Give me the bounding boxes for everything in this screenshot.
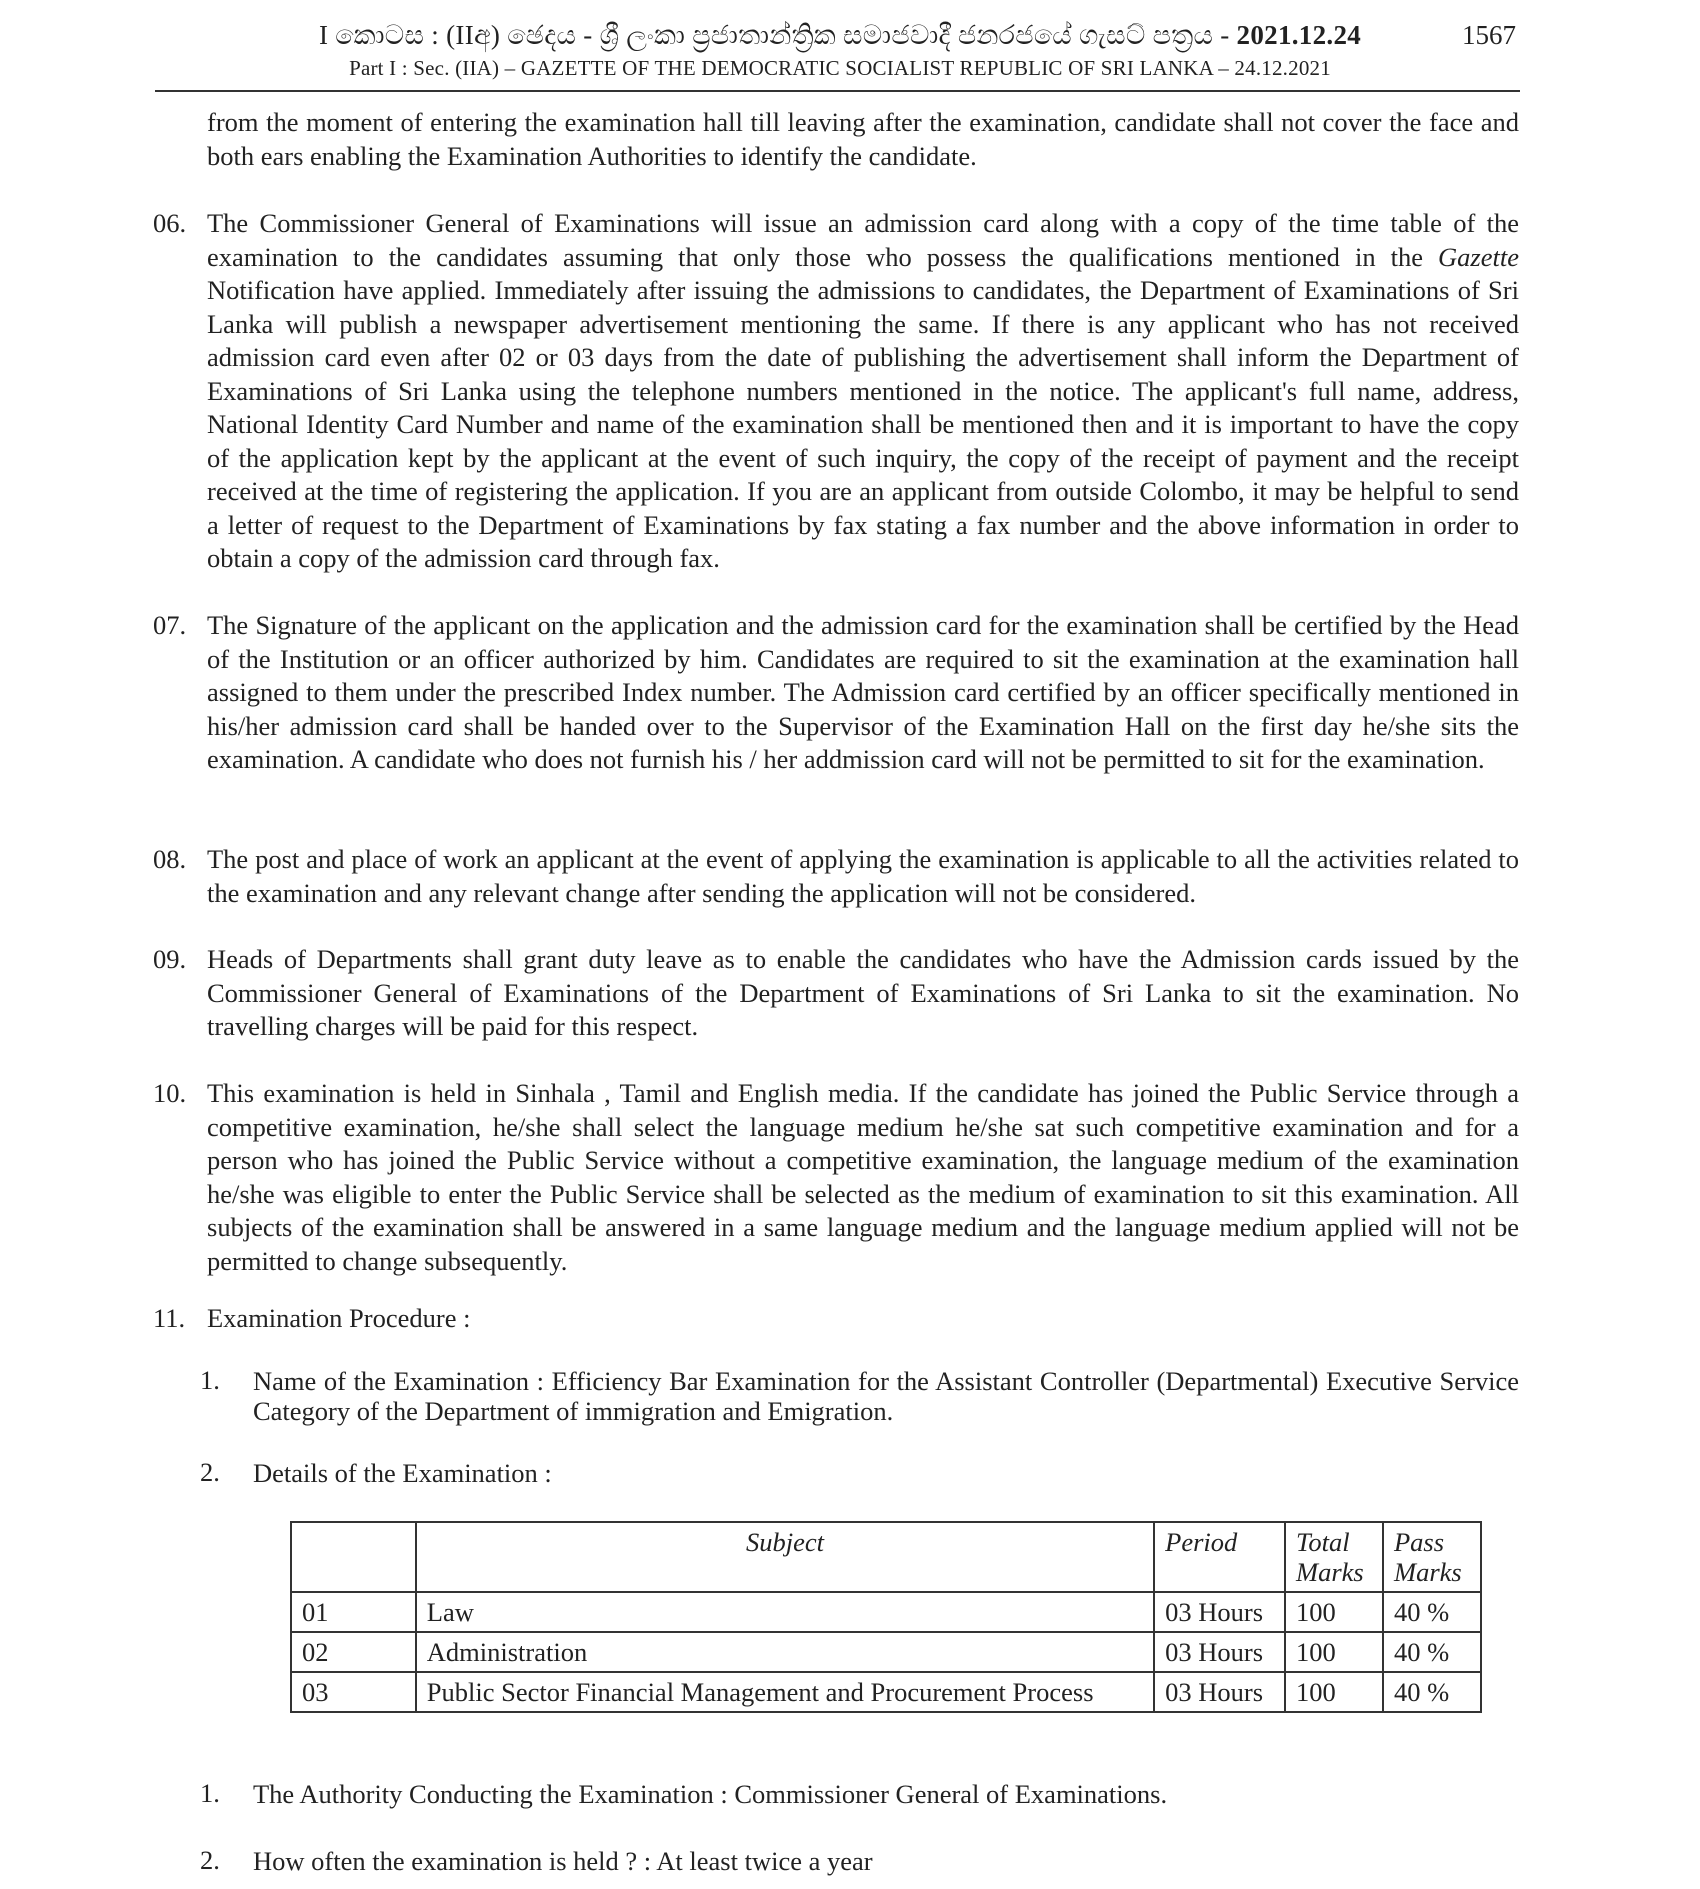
after-table-sub2-number: 2. [200,1845,220,1875]
header-number-cell [291,1522,416,1592]
item-11-sub2-number: 2. [200,1457,220,1487]
item-06-text [207,207,1519,576]
item-08-text: The post and place of work an applicant at the event of applying the examination is applicable to all the activities related to the examination and any relevant change after sending the application will not be considered. [207,844,1519,908]
header-period: Period [1154,1522,1285,1592]
item-09-number: 09. [153,944,187,974]
item-11-sub2-text: Details of the Examination : [253,1458,552,1488]
row-subject: Administration [416,1632,1154,1672]
row-period: 03 Hours [1154,1592,1285,1632]
row-total-marks: 100 [1285,1672,1383,1712]
item-11-sub1-number: 1. [200,1365,220,1395]
row-subject: Law [416,1592,1154,1632]
header-total-line1: Total [1296,1527,1350,1557]
row-number: 01 [291,1592,416,1632]
item-11-text: Examination Procedure : [207,1303,471,1333]
row-period: 03 Hours [1154,1632,1285,1672]
header-subject: Subject [416,1522,1154,1592]
header-sinhala-text: I කොටස : (IIඅ) ඡෙදය - ශ්‍රී ලංකා ප්‍රජාතාන්ත්‍රික සමාජවාදී ජනරජයේ ගැසට් පත්‍රය - [318,20,1237,50]
table-row [291,1592,1481,1632]
item-08-number: 08. [153,844,187,874]
item-09-text: Heads of Departments shall grant duty leave as to enable the candidates who have the Admission cards issued by the Commissioner General of Examinations of the Department of Examinations of Sri Lanka to sit the examination. No travelling charges will be paid for this respect. [207,944,1519,1041]
table-row [291,1632,1481,1672]
row-period: 03 Hours [1154,1672,1285,1712]
table-row [291,1672,1481,1712]
item-07-text: The Signature of the applicant on the application and the admission card for the examination shall be certified by the Head of the Institution or an officer authorized by him. Candidates are required to sit the examination at the examination hall assigned to them under the prescribed Index number. The Admission card certified by an officer specifically mentioned in his/her admission card shall be handed over to the Supervisor of the Examination Hall on the first day he/she sits the examination. A candidate who does not furnish his / her addmission card will not be permitted to sit for the examination. [207,610,1519,774]
row-number: 02 [291,1632,416,1672]
item-06-text-b: Notification have applied. Immediately after issuing the admissions to candidates, the Department of Examinations of Sri Lanka will publish a newspaper advertisement mentioning the same. If there is any applicant who has not received admission card even after 02 or 03 days from the date of publishing the advertisement shall inform the Department of Examinations of Sri Lanka using the telephone numbers mentioned in the notice. The applicant's full name, address, National Identity Card Number and name of the examination shall be mentioned then and it is important to have the copy of the application kept by the applicant at the event of such inquiry, the copy of the receipt of payment and the receipt received at the time of registering the application. If you are an applicant from outside Colombo, it may be helpful to send a letter of request to the Department of Examinations by fax stating a fax number and the above information in order to obtain a copy of the admission card through fax. [207,275,1519,573]
item-06-text-a: The Commissioner General of Examinations will issue an admission card along with a copy of the time table of the examination to the candidates assuming that only those who possess the qualifications mentioned in the [207,208,1519,272]
header-sinhala-date: 2021.12.24 [1236,20,1362,50]
item-06-text-italic: Gazette [1438,241,1519,272]
item-10-number: 10. [153,1078,187,1108]
item-11-number: 11. [153,1303,186,1333]
table-header-row [291,1522,1481,1592]
header-pass-marks [1383,1522,1481,1592]
header-sinhala [300,20,1380,52]
header-total-marks [1285,1522,1383,1592]
item-11-sub1-text: Name of the Examination : Efficiency Bar Examination for the Assistant Controller (Departmental) Executive Service Category of the Department of immigration and Emigration. [253,1366,1519,1426]
row-pass-marks: 40 % [1383,1672,1481,1712]
intro-paragraph: from the moment of entering the examination hall till leaving after the examination, candidate shall not cover the face and both ears enabling the Examination Authorities to identify the candidate. [207,107,1519,171]
after-table-sub1-text: The Authority Conducting the Examination : Commissioner General of Examinations. [253,1779,1168,1809]
header-pass-line2: Marks [1394,1557,1462,1587]
row-total-marks: 100 [1285,1592,1383,1632]
header-total-line2: Marks [1296,1557,1364,1587]
row-number: 03 [291,1672,416,1712]
page-number: 1567 [1462,20,1516,50]
item-10-text: This examination is held in Sinhala , Tamil and English media. If the candidate has joined the Public Service through a competitive examination, he/she shall select the language medium he/she sat such competitive examination and for a person who has joined the Public Service without a competitive examination, the language medium of the examination he/she was eligible to enter the Public Service shall be selected as the medium of examination to sit this examination. All subjects of the examination shall be answered in a same language medium and the language medium applied will not be permitted to change subsequently. [207,1078,1519,1276]
header-pass-line1: Pass [1394,1527,1445,1557]
item-07-number: 07. [153,610,187,640]
after-table-sub2-text: How often the examination is held ? : At least twice a year [253,1846,873,1876]
after-table-sub1-number: 1. [200,1778,220,1808]
exam-details-table [290,1521,1482,1713]
header-english: Part I : Sec. (IIA) – GAZETTE OF THE DEMOCRATIC SOCIALIST REPUBLIC OF SRI LANKA – 24.12.2021 [349,56,1331,80]
item-06-number: 06. [153,208,187,238]
row-subject: Public Sector Financial Management and Procurement Process [416,1672,1154,1712]
row-pass-marks: 40 % [1383,1592,1481,1632]
row-pass-marks: 40 % [1383,1632,1481,1672]
row-total-marks: 100 [1285,1632,1383,1672]
header-divider [155,90,1520,92]
